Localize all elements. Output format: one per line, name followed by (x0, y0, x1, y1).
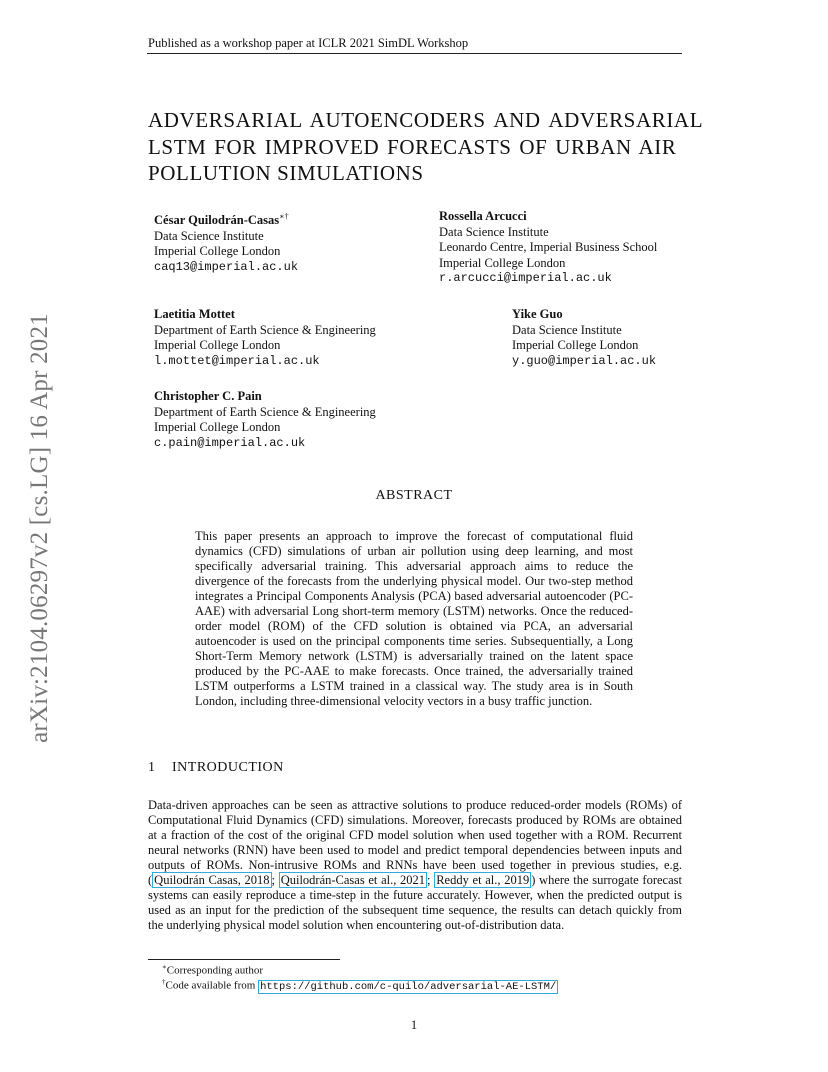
author-affiliation: Imperial College London (439, 255, 566, 270)
author-affiliation: Data Science Institute (512, 322, 622, 337)
citation-link[interactable]: Quilodrán Casas, 2018 (154, 873, 270, 887)
section-heading (148, 760, 284, 776)
code-link[interactable]: https://github.com/c-quilo/adversarial-AE-LSTM/ (260, 980, 557, 993)
author-block (154, 307, 376, 369)
intro-text: ) where the surrogate forecast systems can easily reproduce a time-step in the future accurately. However, when the predicted output is used as an input for the prediction of the subsequent time sequence, the results can detach quickly from the underlying physical model solution when encountering out-of-distribution data. (148, 873, 682, 932)
author-block (512, 307, 656, 369)
author-name: Laetitia Mottet (154, 307, 235, 321)
abstract-heading: ABSTRACT (375, 488, 453, 503)
footnote-mark: ∗ (162, 963, 167, 971)
footnote (162, 963, 263, 977)
author-name: Christopher C. Pain (154, 389, 262, 403)
author-affiliation: Imperial College London (512, 338, 639, 352)
paper-title-line-2: LSTM FOR IMPROVED FORECASTS OF URBAN AIR (148, 135, 677, 159)
paper-title-line-1: ADVERSARIAL AUTOENCODERS AND ADVERSARIAL (148, 108, 704, 132)
intro-paragraph: Data-driven approaches can be seen as attractive solutions to produce reduced-order models (ROMs) of Computational Fluid Dynamics (CFD) simulations. Moreover, forecasts produced by ROMs are obtained at a fraction of the cost of the original CFD model solution when used together with a ROM. Recurrent neural networks (RNN) have been used to model and predict temporal dependencies between inputs and outputs of ROMs. Non-intrusive ROMs and RNNs have been used together in previous studies, e.g. ( Quilodrán Casas, 2018 ; Quilodrán-Casas et al., 2021 ; Reddy et al., 2019 ) where the surrogate forecast systems can easily reproduce a time-step in the future accurately. However, when the predicted output is used as an input for the prediction of the subsequent time sequence, the results can detach quickly from the underlying physical model solution when encountering out-of-distribution data. (148, 798, 682, 932)
author-name: César Quilodrán-Casas (154, 213, 280, 228)
citation-link[interactable]: Quilodrán-Casas et al., 2021 (280, 873, 426, 887)
author-email[interactable]: r.arcucci@imperial.ac.uk (439, 271, 612, 285)
footnote-text: Corresponding author (166, 964, 263, 977)
running-header: Published as a workshop paper at ICLR 2021 SimDL Workshop (148, 36, 469, 50)
author-block (154, 209, 298, 275)
author-affiliation: Data Science Institute (439, 224, 549, 239)
author-email[interactable]: l.mottet@imperial.ac.uk (154, 353, 320, 368)
author-name: Yike Guo (512, 307, 563, 321)
author-block (439, 209, 657, 287)
author-email[interactable]: y.guo@imperial.ac.uk (512, 353, 657, 368)
author-affiliation: Imperial College London (154, 338, 281, 352)
author-affiliation: Imperial College London (154, 244, 281, 259)
footnote-mark: † (162, 978, 166, 986)
author-mark: ∗† (279, 212, 289, 221)
footnote-text: Code available from (165, 979, 259, 992)
arxiv-stamp: arXiv:2104.06297v2 [cs.LG] 16 Apr 2021 (26, 313, 53, 743)
footnote (162, 978, 558, 993)
citation-link[interactable]: Reddy et al., 2019 (436, 873, 530, 887)
page-number: 1 (410, 1018, 418, 1032)
author-email[interactable]: caq13@imperial.ac.uk (154, 259, 299, 274)
author-block (154, 389, 376, 451)
paper-title-line-3: POLLUTION SIMULATIONS (148, 161, 424, 185)
author-email[interactable]: c.pain@imperial.ac.uk (154, 435, 306, 450)
intro-text: Data-driven approaches can be seen as attractive solutions to produce reduced-order models (ROMs) of Computational Fluid Dynamics (CFD) simulations. Moreover, forecasts produced by ROMs are obtained at a fraction of the cost of the original CFD model solution when used together with a ROM. Recurrent neural networks (RNN) have been used to model and predict temporal dependencies between inputs and outputs of ROMs. Non-intrusive ROMs and RNNs have been used together in previous studies, e.g. ( (148, 798, 682, 887)
author-affiliation: Department of Earth Science & Engineering (154, 322, 376, 337)
header-rule (147, 53, 682, 54)
author-affiliation: Data Science Institute (154, 228, 264, 243)
footnote-rule (148, 959, 340, 960)
author-name: Rossella Arcucci (439, 209, 527, 223)
section-title: INTRODUCTION (172, 760, 284, 775)
abstract-text: This paper presents an approach to improve the forecast of computational fluid dynamics (CFD) simulations of urban air pollution using deep learning, and most specifically adversarial training. This adversarial approach aims to reduce the divergence of the forecasts from the underlying physical model. Our two-step method integrates a Principal Components Analysis (PCA) based adversarial autoencoder (PC-AAE) with adversarial Long short-term memory (LSTM) networks. Once the reduced-order model (ROM) of the CFD solution is obtained via PCA, an adversarial autoencoder is used on the principal components time series. Subsequentially, a Long Short-Term Memory network (LSTM) is adversarially trained on the latent space produced by the PC-AAE to make forecasts. Once trained, the adversarially trained LSTM outperforms a LSTM trained in a classical way. The study area is in South London, including three-dimensional velocity vectors in a busy traffic junction. (195, 529, 633, 708)
section-number: 1 (148, 760, 156, 775)
author-affiliation: Department of Earth Science & Engineering (154, 404, 376, 419)
author-affiliation: Leonardo Centre, Imperial Business School (439, 240, 658, 254)
author-affiliation: Imperial College London (154, 420, 281, 434)
